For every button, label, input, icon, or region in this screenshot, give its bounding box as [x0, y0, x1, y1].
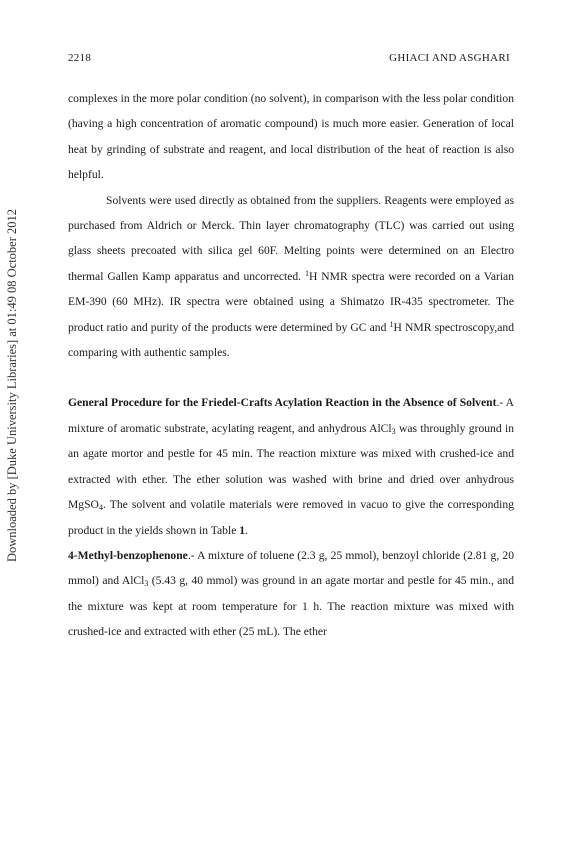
paragraph-text: . The solvent and volatile materials were removed in vacuo to give the corresponding product in the yields shown in Table — [68, 498, 514, 537]
paragraph-text: was throughly ground in an agate mortor and pestle for 45 min. The reaction mixture was mixed with crushed-ice and extracted with ether. The ether solution was washed with brine and dried over anhydrous MgSO — [68, 421, 514, 512]
subscript: 3 — [144, 579, 149, 589]
paragraph-discussion — [68, 86, 514, 188]
article-body — [68, 86, 514, 645]
paragraph-general-procedure — [68, 390, 514, 542]
compound-heading: 4-Methyl-benzophenone — [68, 548, 188, 562]
paragraph-text: H NMR spectroscopy,and comparing with authentic samples. — [68, 320, 514, 360]
paragraph-text: .- A mixture of aromatic substrate, acylating reagent, and anhydrous AlCl — [68, 396, 514, 435]
subscript: 4 — [98, 503, 103, 513]
table-reference: 1 — [239, 523, 246, 537]
running-title: GHIACI AND ASGHARI — [389, 52, 510, 64]
download-watermark — [2, 150, 24, 620]
paragraph-materials — [68, 188, 514, 366]
section-spacer — [68, 365, 514, 390]
section-heading: General Procedure for the Friedel-Crafts Acylation Reaction in the Absence of Solvent — [68, 396, 497, 410]
download-note: Downloaded by [Duke University Libraries] at 01:49 08 October 2012 — [5, 208, 20, 562]
paragraph-text: . — [245, 523, 248, 537]
running-header — [68, 52, 510, 64]
page-number: 2218 — [68, 52, 92, 64]
subscript: 3 — [391, 426, 396, 436]
paragraph-text: complexes in the more polar condition (no solvent), in comparison with the less polar condition (having a high concentration of aromatic compound) is much more easier. Generation of local heat by grinding of substrate and reagent, and local distribution of the heat of reaction is also helpful. — [68, 92, 514, 182]
paragraph-text: Solvents were used directly as obtained from the suppliers. Reagents were employed as purchased from Aldrich or Merck. Thin layer chromatography (TLC) was carried out using glass sheets precoated with silica gel 60F. Melting points were determined on an Electro thermal Gallen Kamp apparatus and uncorrected. — [68, 193, 514, 283]
superscript: 1 — [305, 268, 309, 278]
paragraph-text: .- A mixture of toluene (2.3 g, 25 mmol), benzoyl chloride (2.81 g, 20 mmol) and AlCl — [68, 548, 514, 588]
paragraph-text: H NMR spectra were recorded on a Varian EM-390 (60 MHz). IR spectra were obtained using a Shimatzo IR-435 spectrometer. The product ratio and purity of the products were determined by GC and — [68, 269, 514, 334]
superscript: 1 — [389, 319, 394, 329]
paragraph-text: (5.43 g, 40 mmol) was ground in an agate mortar and pestle for 45 min., and the mixture was kept at room temperature for 1 h. The reaction mixture was mixed with crushed-ice and extracted with ether (25 mL). The ether — [68, 574, 514, 639]
paragraph-methyl-benzophenone — [68, 543, 514, 645]
